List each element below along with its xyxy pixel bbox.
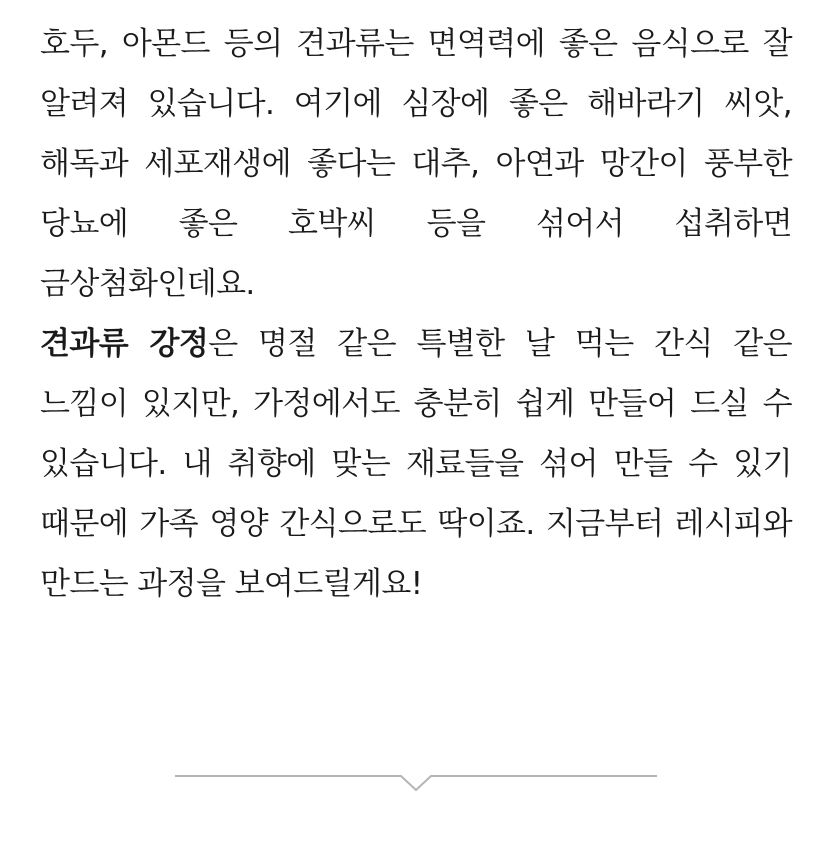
highlight-keyword: 견과류 강정 (40, 326, 209, 362)
intro-paragraph: 호두, 아몬드 등의 견과류는 면역력에 좋은 음식으로 잘 알려져 있습니다. 여기에 심장에 좋은 해바라기 씨앗, 해독과 세포재생에 좋다는 대추, 아연과 망간이 풍부한 당뇨에 좋은 호박씨 등을 섞어서 섭취하면 금상첨화인데요. (40, 26, 792, 302)
recipe-intro-text: 은 명절 같은 특별한 날 먹는 간식 같은 느낌이 있지만, 가정에서도 충분히 쉽게 만들어 드실 수 있습니다. 내 취향에 맞는 재료들을 섞어 만들 수 있기 때문에 가족 영양 간식으로도 딱이죠. 지금부터 레시피와 만드는 과정을 보여드릴게요! (40, 326, 792, 602)
divider-line (175, 776, 657, 790)
recipe-intro-paragraph (40, 314, 792, 614)
article-body (40, 14, 792, 614)
section-divider (175, 766, 657, 792)
